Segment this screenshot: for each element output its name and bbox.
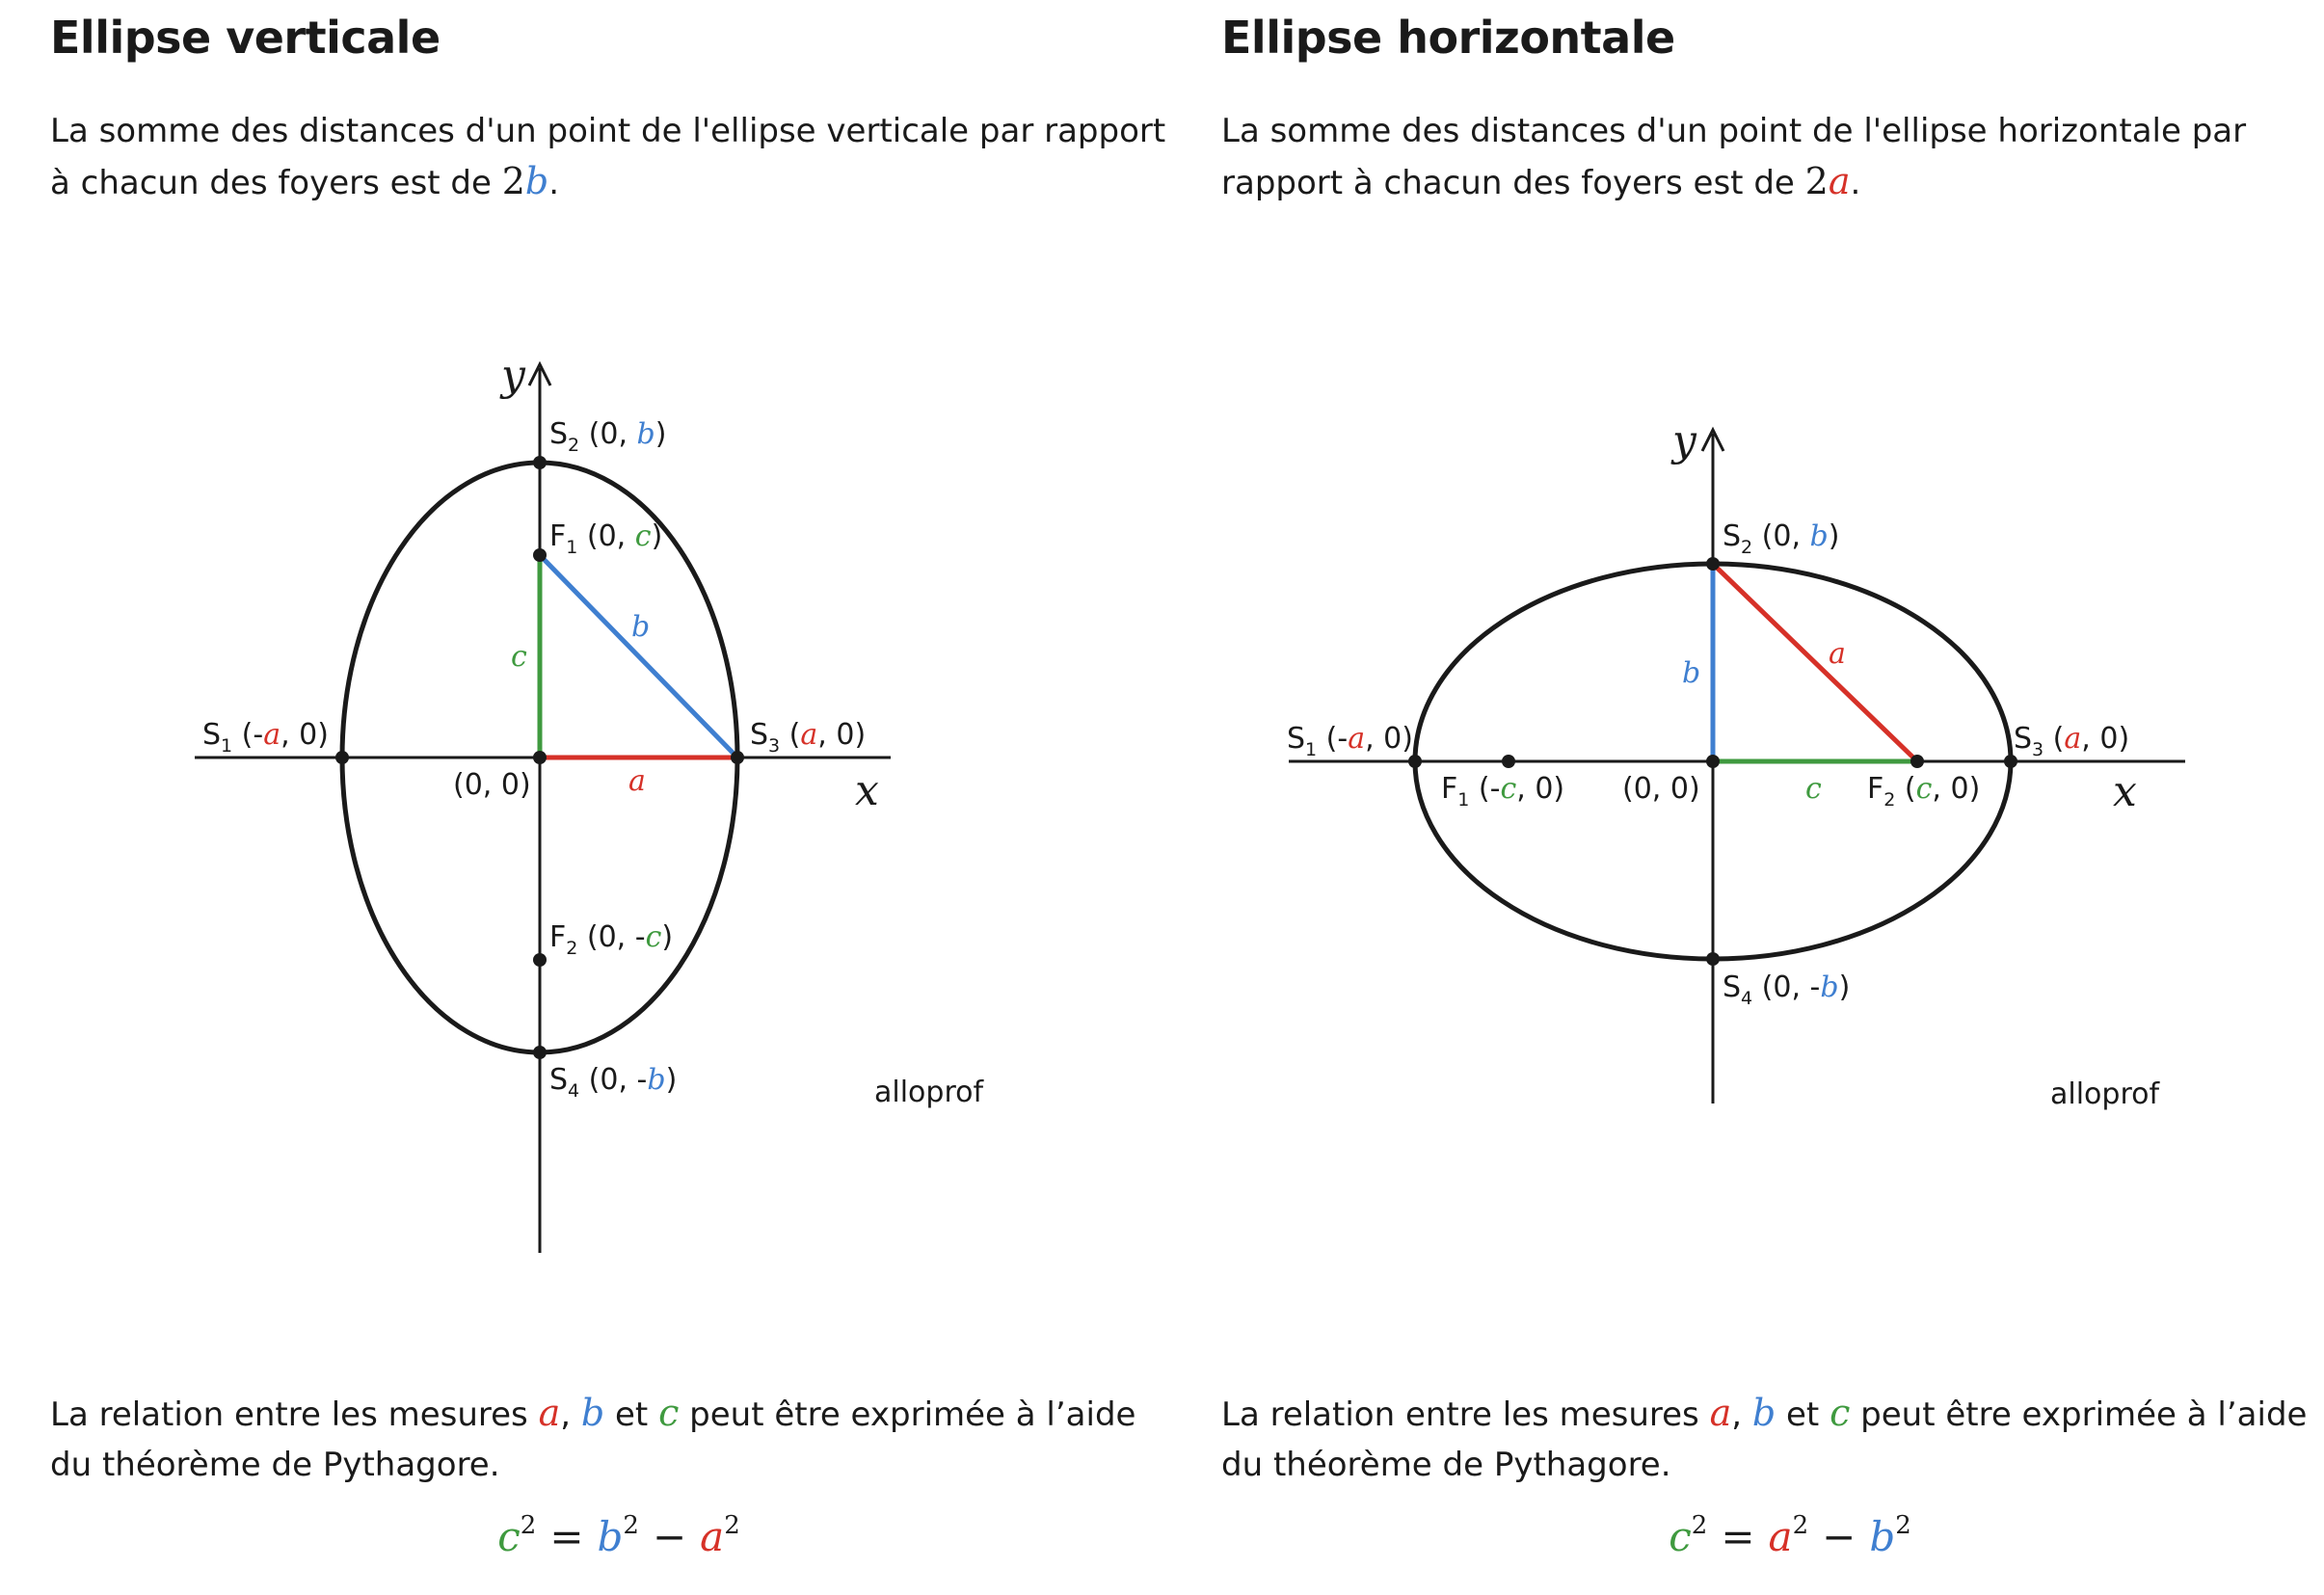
formula-minus: − — [1822, 1513, 1857, 1560]
relation-and: et — [604, 1396, 659, 1434]
relation-var-a: a — [538, 1392, 561, 1434]
formula-equals: = — [549, 1513, 584, 1560]
segment-c-label: c — [1805, 772, 1822, 806]
relation-paragraph — [1221, 1388, 2324, 1490]
formula-exp-2: 2 — [623, 1511, 639, 1540]
vertex-s3-label: $S_3$ (a, 0) — [750, 718, 867, 757]
focus-f2-point — [533, 953, 547, 967]
formula-exp-1: 2 — [520, 1511, 537, 1540]
formula-exp-2: 2 — [1792, 1511, 1809, 1540]
segment-a — [1713, 564, 1917, 761]
relation-separator: , — [1731, 1396, 1752, 1434]
relation-var-b: b — [1751, 1392, 1776, 1434]
formula-lhs: c — [1669, 1513, 1692, 1560]
relation-var-a: a — [1709, 1392, 1732, 1434]
formula-exp-3: 2 — [1895, 1511, 1911, 1540]
formula-term-2: a — [700, 1513, 725, 1560]
formula-term-1: b — [597, 1513, 624, 1560]
intro-coefficient: 2 — [1804, 160, 1829, 202]
focus-f1-point — [533, 548, 547, 562]
relation-text-start: La relation entre les mesures — [1221, 1396, 1710, 1434]
vertex-s1-point — [335, 751, 349, 764]
formula-term-2: b — [1869, 1513, 1896, 1560]
relation-var-b: b — [580, 1392, 605, 1434]
origin-label: (0, 0) — [1622, 772, 1700, 806]
y-axis-label: y — [501, 351, 525, 400]
focus-f1-point — [1502, 755, 1515, 768]
vertex-s1-label: $S_1$ (-a, 0) — [202, 718, 329, 757]
focus-f2-label: $F_2$ (c, 0) — [1867, 772, 1981, 811]
formula-exp-1: 2 — [1691, 1511, 1708, 1540]
alloprof-logo: alloprof — [874, 1076, 984, 1109]
horizontal-ellipse-diagram — [1221, 289, 2324, 1253]
formula-equals: = — [1721, 1513, 1755, 1560]
pythagorean-formula — [50, 1511, 1188, 1560]
pythagorean-formula — [1221, 1511, 2324, 1560]
segment-b-label: b — [631, 610, 651, 644]
intro-variable: b — [524, 160, 549, 202]
vertex-s2-point — [533, 456, 547, 469]
section-title: Ellipse verticale — [50, 12, 441, 64]
origin-label: (0, 0) — [453, 768, 531, 802]
focus-f2-label: $F_2$ (0, -c) — [549, 920, 674, 959]
focus-f1-label: $F_1$ (-c, 0) — [1441, 772, 1565, 811]
origin-point — [533, 751, 547, 764]
relation-var-c: c — [658, 1392, 680, 1434]
segment-b — [540, 555, 737, 758]
origin-point — [1706, 755, 1720, 768]
vertex-s4-point — [1706, 952, 1720, 966]
formula-minus: − — [652, 1513, 687, 1560]
segment-a-label: a — [628, 764, 646, 798]
relation-var-c: c — [1830, 1392, 1851, 1434]
intro-paragraph — [50, 106, 1188, 208]
section-title: Ellipse horizontale — [1221, 12, 1675, 64]
vertical-ellipse-section — [50, 0, 1188, 1595]
relation-text-start: La relation entre les mesures — [50, 1396, 539, 1434]
segment-a-label: a — [1829, 637, 1846, 671]
intro-paragraph — [1221, 106, 2324, 208]
vertex-s2-label: $S_2$ (0, b) — [549, 417, 667, 456]
formula-term-1: a — [1768, 1513, 1793, 1560]
vertex-s3-point — [2004, 755, 2017, 768]
relation-and: et — [1776, 1396, 1830, 1434]
relation-paragraph — [50, 1388, 1188, 1490]
vertical-ellipse-diagram — [50, 289, 1188, 1253]
focus-f2-point — [1910, 755, 1924, 768]
intro-text: La somme des distances d'un point de l'ellipse horizontale par rapport à chacun des foyers est de — [1221, 112, 2247, 202]
intro-end: . — [548, 164, 560, 202]
focus-f1-label: $F_1$ (0, c) — [549, 519, 663, 558]
vertex-s4-point — [533, 1046, 547, 1059]
vertex-s3-point — [731, 751, 744, 764]
vertex-s3-label: $S_3$ (a, 0) — [2014, 722, 2130, 760]
formula-exp-3: 2 — [724, 1511, 740, 1540]
vertex-s4-label: $S_4$ (0, -b) — [549, 1063, 678, 1102]
alloprof-logo: alloprof — [2050, 1077, 2160, 1111]
relation-separator: , — [560, 1396, 581, 1434]
vertex-s1-point — [1408, 755, 1422, 768]
x-axis-label: x — [855, 766, 879, 815]
relation-text-end: peut être exprimée à l’aide du théorème de Pythagore. — [50, 1396, 1136, 1484]
segment-c-label: c — [511, 640, 527, 674]
formula-lhs: c — [497, 1513, 521, 1560]
vertex-s4-label: $S_4$ (0, -b) — [1723, 970, 1851, 1009]
x-axis-label: x — [2113, 767, 2137, 816]
vertex-s2-label: $S_2$ (0, b) — [1723, 519, 1840, 558]
horizontal-ellipse-section — [1221, 0, 2324, 1595]
vertex-s2-point — [1706, 557, 1720, 571]
intro-text: La somme des distances d'un point de l'ellipse verticale par rapport à chacun des foyers est de — [50, 112, 1166, 202]
intro-end: . — [1850, 164, 1861, 202]
vertex-s1-label: $S_1$ (-a, 0) — [1287, 722, 1413, 760]
segment-b-label: b — [1682, 656, 1701, 690]
intro-variable: a — [1828, 160, 1851, 202]
y-axis-label: y — [1672, 416, 1696, 465]
intro-coefficient: 2 — [501, 160, 525, 202]
relation-text-end: peut être exprimée à l’aide du théorème de Pythagore. — [1221, 1396, 2308, 1484]
